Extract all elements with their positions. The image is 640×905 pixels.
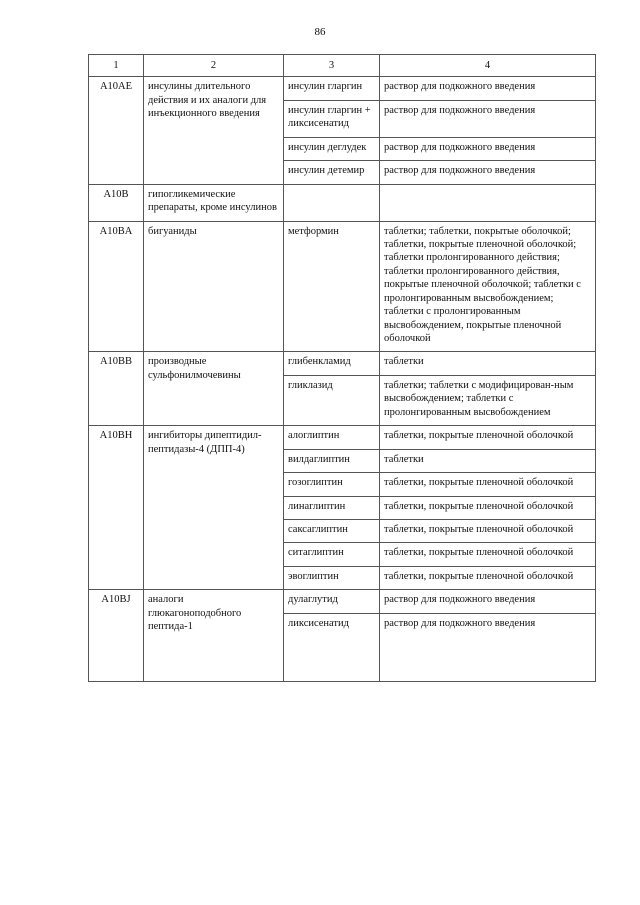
header-cell: 4 [380,55,596,77]
table-row [89,426,596,449]
dosage-form: таблетки, покрытые пленочной оболочкой [380,566,596,589]
atc-code: A10BA [89,221,144,352]
dosage-form [380,184,596,221]
drug-name: алоглиптин [284,426,380,449]
table-row [89,221,596,352]
dosage-form: раствор для подкожного введения [380,100,596,137]
drug-name: ситаглиптин [284,543,380,566]
dosage-form: раствор для подкожного введения [380,590,596,613]
dosage-form: раствор для подкожного введения [380,137,596,160]
dosage-form: таблетки; таблетки с модифицирован-ным высвобождением; таблетки с пролонгированным высвобождением [380,375,596,425]
drug-name: дулаглутид [284,590,380,613]
drug-name: эвоглиптин [284,566,380,589]
dosage-form: таблетки [380,449,596,472]
dosage-form: таблетки [380,352,596,375]
header-cell: 1 [89,55,144,77]
table-header-row [89,55,596,77]
dosage-form: раствор для подкожного введения [380,77,596,100]
page-number: 86 [314,26,326,38]
header-cell: 2 [144,55,284,77]
drug-name [284,184,380,221]
dosage-form: таблетки; таблетки, покрытые оболочкой; таблетки, покрытые пленочной оболочкой; таблетки пролонгированного действия; таблетки пролонгированного действия, покрытые пленочной оболочкой; таблетки с пролонгированным высвобождением; таблетки с пролонгированным высвобождением, покрытые пленочной оболочкой [380,221,596,352]
drug-table [88,54,596,682]
dosage-form: раствор для подкожного введения [380,613,596,681]
atc-code: A10B [89,184,144,221]
drug-group: бигуаниды [144,221,284,352]
drug-group: инсулины длительного действия и их аналоги для инъекционного введения [144,77,284,184]
drug-group: производные сульфонилмочевины [144,352,284,426]
dosage-form: таблетки, покрытые пленочной оболочкой [380,496,596,519]
drug-name: вилдаглиптин [284,449,380,472]
atc-code: A10BH [89,426,144,590]
dosage-form: таблетки, покрытые пленочной оболочкой [380,519,596,542]
dosage-form: таблетки, покрытые пленочной оболочкой [380,426,596,449]
atc-code: A10BB [89,352,144,426]
drug-name: инсулин деглудек [284,137,380,160]
drug-name: саксаглиптин [284,519,380,542]
table-row [89,184,596,221]
drug-group: аналоги глюкагоноподобного пептида-1 [144,590,284,681]
drug-name: гозоглиптин [284,473,380,496]
drug-group: ингибиторы дипептидил-пептидазы-4 (ДПП-4) [144,426,284,590]
drug-name: инсулин гларгин + ликсисенатид [284,100,380,137]
atc-code: A10BJ [89,590,144,681]
drug-name: метформин [284,221,380,352]
drug-name: инсулин детемир [284,161,380,184]
header-cell: 3 [284,55,380,77]
table-row [89,77,596,100]
dosage-form: раствор для подкожного введения [380,161,596,184]
drug-group: гипогликемические препараты, кроме инсулинов [144,184,284,221]
drug-name: гликлазид [284,375,380,425]
table-row [89,352,596,375]
atc-code: A10AE [89,77,144,184]
dosage-form: таблетки, покрытые пленочной оболочкой [380,543,596,566]
dosage-form: таблетки, покрытые пленочной оболочкой [380,473,596,496]
drug-name: глибенкламид [284,352,380,375]
drug-name: линаглиптин [284,496,380,519]
drug-name: инсулин гларгин [284,77,380,100]
table-row [89,590,596,613]
drug-name: ликсисенатид [284,613,380,681]
